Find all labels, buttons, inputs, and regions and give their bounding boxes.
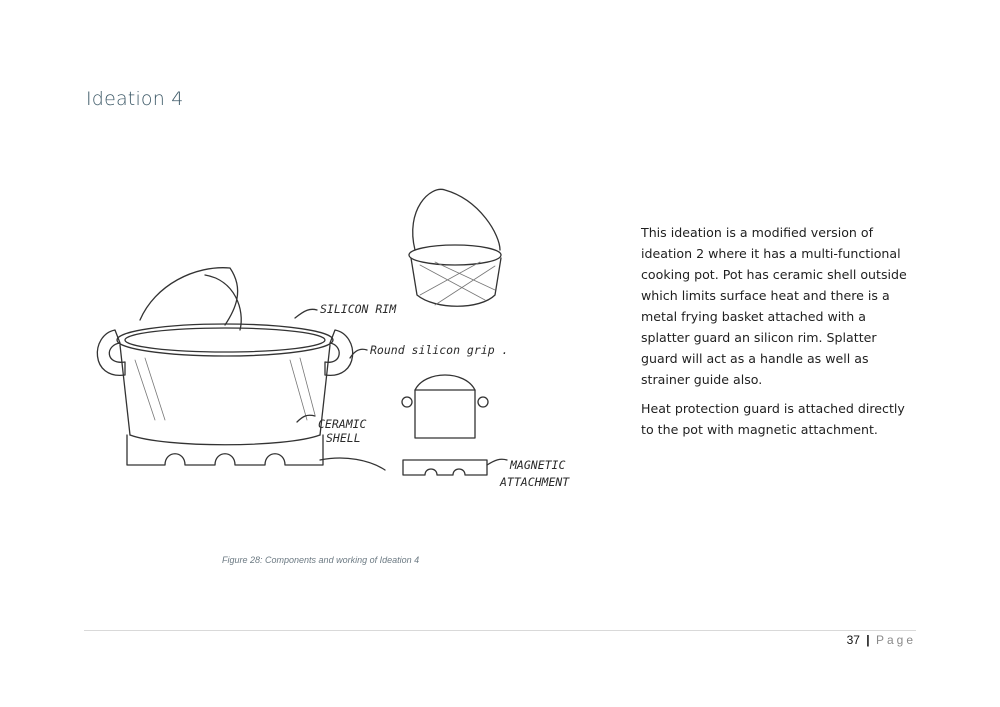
basket-handle-shape — [413, 189, 500, 250]
arrow-ceramic — [297, 415, 315, 422]
label-magnetic-2: ATTACHMENT — [500, 475, 570, 489]
page-title: Ideation 4 — [86, 88, 184, 110]
small-pot-shape — [415, 390, 475, 438]
description-text — [641, 222, 911, 448]
ceramic-base-shape — [127, 435, 323, 465]
pot-sketch-drawing — [85, 180, 615, 510]
description-paragraph-2: Heat protection guard is attached directly to the pot with magnetic attachment. — [641, 401, 905, 437]
label-ceramic-2: SHELL — [326, 431, 361, 445]
arrow-silicon-rim — [295, 309, 317, 318]
footer-separator: | — [866, 633, 870, 647]
label-silicon-rim: SILICON RIM — [320, 302, 397, 316]
page-word: Page — [875, 633, 916, 647]
basket-rim-shape — [409, 245, 501, 265]
label-round-grip: Round silicon grip . — [370, 343, 509, 357]
arrow-magnetic — [487, 459, 507, 465]
pot-rim-shape — [117, 324, 333, 356]
footer-divider — [84, 630, 916, 631]
arrow-base-to-small — [320, 458, 385, 470]
small-base-shape — [403, 460, 487, 475]
description-paragraph-1: This ideation is a modified version of ideation 2 where it has a multi-functional cooking pot. Pot has ceramic shell outside which limits surface heat and there is a metal frying basket attached with a splatter guard an silicon rim. Splatter guard will act as a handle as well as strainer guide also. — [641, 225, 907, 387]
pot-sketch-illustration — [85, 180, 615, 510]
page-footer — [847, 633, 916, 647]
label-magnetic-1: MAGNETIC — [510, 458, 566, 472]
label-ceramic-1: CERAMIC — [318, 417, 367, 431]
figure-caption: Figure 28: Components and working of Ideation 4 — [222, 555, 420, 565]
splatter-guard-shape — [140, 268, 238, 325]
page-number: 37 — [846, 633, 860, 647]
